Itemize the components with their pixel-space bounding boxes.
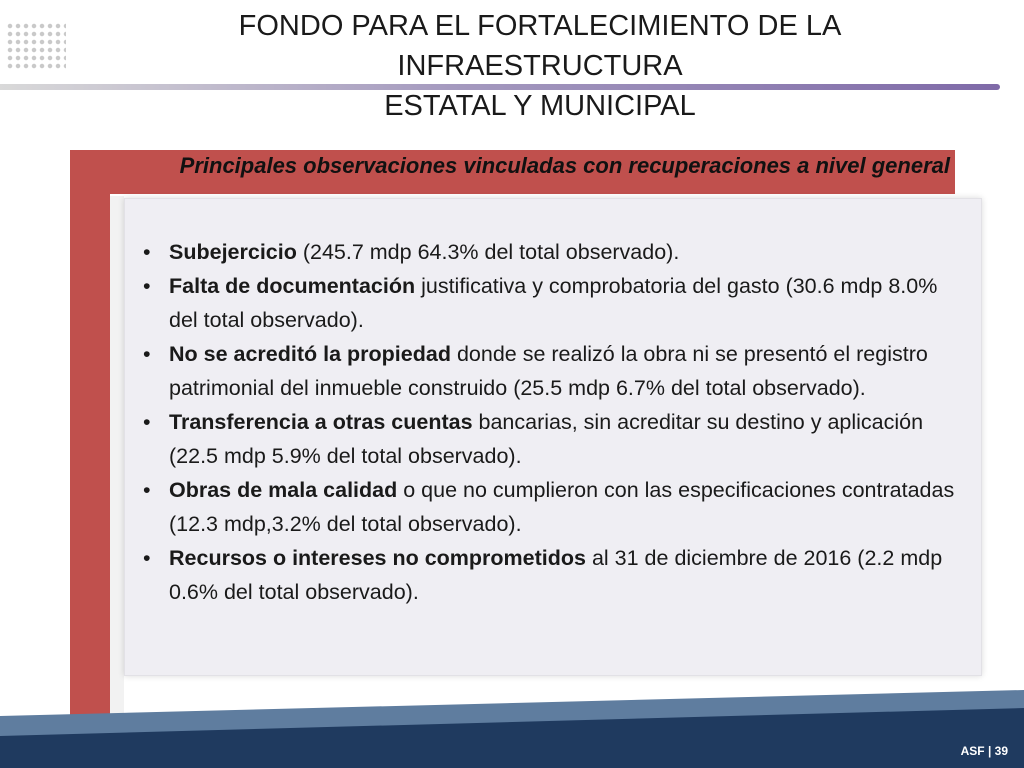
observation-detail: justificativa y comprobatoria del gasto (30.6 mdp 8.0% del total observado). — [169, 274, 938, 332]
list-item — [135, 337, 967, 405]
observation-title: Recursos o intereses no comprometidos — [169, 546, 586, 570]
panel-shadow — [110, 196, 124, 716]
observations-list — [135, 235, 967, 609]
observation-title: Falta de documentación — [169, 274, 416, 298]
observation-detail: donde se realizó la obra ni se presentó el registro patrimonial del inmueble construido (25.5 mdp 6.7% del total observado). — [169, 342, 928, 400]
observation-detail: (245.7 mdp 64.3% del total observado). — [296, 240, 680, 264]
title-line-2: ESTATAL Y MUNICIPAL — [384, 90, 696, 122]
observation-detail: al 31 de diciembre de 2016 (2.2 mdp 0.6% del total observado). — [169, 546, 943, 604]
list-item — [135, 473, 967, 541]
observations-panel — [124, 198, 982, 676]
dot-grid-decoration — [6, 22, 66, 70]
observation-detail: o que no cumplieron con las especificaciones contratadas (12.3 mdp,3.2% del total observado). — [169, 478, 955, 536]
section-side-bar — [70, 150, 110, 720]
page-title — [100, 6, 980, 126]
list-item — [135, 235, 967, 269]
footer-separator: | — [987, 744, 992, 758]
list-item — [135, 405, 967, 473]
list-item — [135, 541, 967, 609]
page-number: 39 — [994, 744, 1008, 758]
footer-org: ASF — [960, 744, 985, 758]
section-subtitle: Principales observaciones vinculadas con recuperaciones a nivel general — [179, 153, 950, 178]
observation-title: Subejercicio — [169, 240, 297, 264]
slide-footer — [961, 744, 1008, 758]
footer-band — [0, 690, 1024, 768]
observation-detail: bancarias, sin acreditar su destino y aplicación (22.5 mdp 5.9% del total observado). — [169, 410, 924, 468]
observation-title: Obras de mala calidad — [169, 478, 398, 502]
observation-title: No se acreditó la propiedad — [169, 342, 451, 366]
list-item — [135, 269, 967, 337]
observation-title: Transferencia a otras cuentas — [169, 410, 473, 434]
title-line-1: FONDO PARA EL FORTALECIMIENTO DE LA INFRAESTRUCTURA — [238, 10, 842, 82]
title-underline — [0, 84, 1000, 90]
